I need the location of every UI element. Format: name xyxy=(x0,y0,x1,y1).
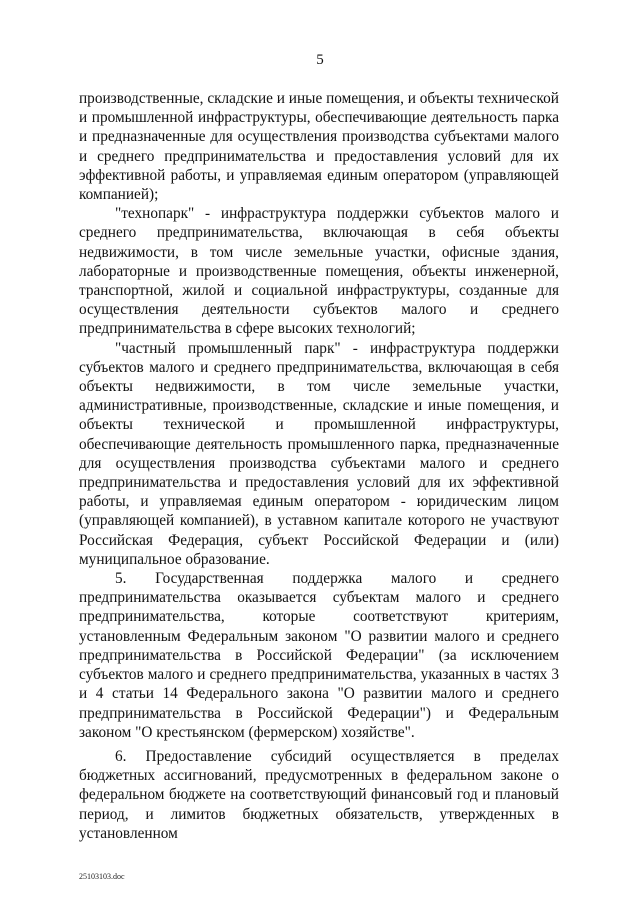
document-file-code: 25103103.doc xyxy=(79,872,125,881)
paragraph-continuation: производственные, складские и иные помещения, и объекты технической и промышленной инфраструктуры, обеспечивающие деятельность парка и предназначенные для осуществления производства субъектами малого и среднего предпринимательства и предоставления условий для их эффективной работы, и управляемая единым оператором (управляющей компанией); xyxy=(79,90,559,204)
paragraph-item-5: 5. Государственная поддержка малого и среднего предпринимательства оказывается субъектам малого и среднего предпринимательства, которые соответствуют критериям, установленным Федеральным законом "О развитии малого и среднего предпринимательства в Российской Федерации" (за исключением субъектов малого и среднего предпринимательства, указанных в частях 3 и 4 статьи 14 Федерального закона "О развитии малого и среднего предпринимательства в Российской Федерации") и Федеральным законом "О крестьянском (фермерском) хозяйстве". xyxy=(79,570,559,741)
paragraph-private-industrial-park-definition: "частный промышленный парк" - инфраструктура поддержки субъектов малого и среднего предпринимательства, включающая в себя объекты недвижимости, в том числе земельные участки, административные, производственные, складские и иные помещения, и объекты технической и промышленной инфраструктуры, обеспечивающие деятельность промышленного парка, предназначенные для осуществления производства субъектами малого и среднего предпринимательства и предоставления условий для их эффективной работы, и управляемая единым оператором - юридическим лицом (управляющей компанией), в уставном капитале которого не участвуют Российская Федерация, субъект Российской Федерации и (или) муниципальное образование. xyxy=(79,339,559,568)
paragraph-technopark-definition: "технопарк" - инфраструктура поддержки субъектов малого и среднего предпринимательства, включающая в себя объекты недвижимости, в том числе земельные участки, офисные здания, лабораторные и производственные помещения, объекты инженерной, транспортной, жилой и социальной инфраструктуры, созданные для осуществления деятельности субъектов малого и среднего предпринимательства в сфере высоких технологий; xyxy=(79,205,559,338)
document-body xyxy=(79,89,559,843)
paragraph-item-6: 6. Предоставление субсидий осуществляется в пределах бюджетных ассигнований, предусмотренных в федеральном законе о федеральном бюджете на соответствующий финансовый год и плановый период, и лимитов бюджетных обязательств, утвержденных в установленном xyxy=(79,747,559,842)
page-number: 5 xyxy=(316,52,324,68)
